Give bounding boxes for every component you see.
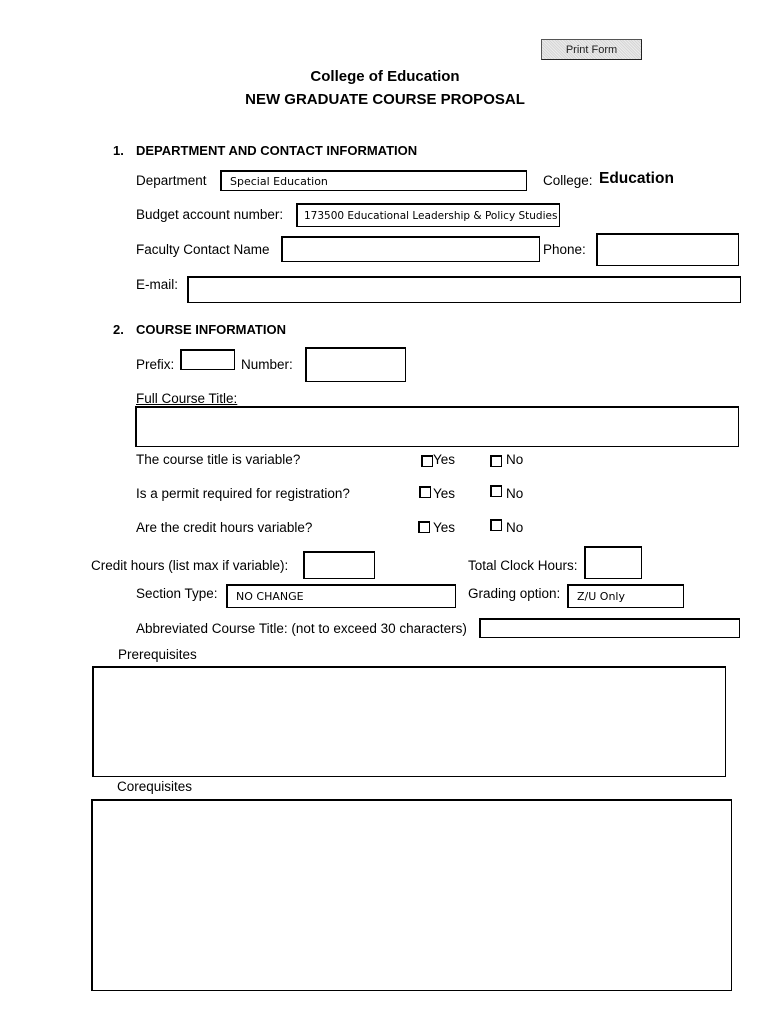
phone-label: Phone: bbox=[543, 242, 586, 257]
grading-option-label: Grading option: bbox=[468, 586, 561, 601]
title-variable-question: The course title is variable? bbox=[136, 452, 301, 467]
full-course-title-label: Full Course Title: bbox=[136, 391, 238, 406]
email-label: E-mail: bbox=[136, 277, 179, 292]
abbreviated-title-field[interactable] bbox=[479, 618, 740, 638]
section-1-heading: DEPARTMENT AND CONTACT INFORMATION bbox=[136, 143, 418, 158]
college-value: Education bbox=[599, 170, 674, 187]
abbreviated-title-label: Abbreviated Course Title: (not to exceed 30 characters) bbox=[136, 621, 467, 636]
print-form-button[interactable]: Print Form bbox=[541, 39, 642, 60]
section-type-field[interactable]: NO CHANGE bbox=[226, 584, 456, 608]
credit-variable-yes-label: Yes bbox=[433, 520, 456, 535]
college-label: College: bbox=[543, 173, 593, 188]
permit-required-no-checkbox[interactable] bbox=[490, 485, 502, 497]
phone-field[interactable] bbox=[596, 233, 739, 266]
credit-hours-label: Credit hours (list max if variable): bbox=[91, 558, 289, 573]
title-variable-yes-checkbox[interactable] bbox=[421, 455, 433, 467]
budget-account-field[interactable]: 173500 Educational Leadership & Policy Studies bbox=[296, 203, 560, 227]
prerequisites-field[interactable] bbox=[92, 666, 726, 777]
department-label: Department bbox=[136, 173, 207, 188]
grading-option-field[interactable]: Z/U Only bbox=[567, 584, 684, 608]
email-field[interactable] bbox=[187, 276, 741, 303]
permit-required-question: Is a permit required for registration? bbox=[136, 486, 350, 501]
title-variable-no-label: No bbox=[506, 452, 524, 467]
permit-required-yes-label: Yes bbox=[433, 486, 456, 501]
permit-required-yes-checkbox[interactable] bbox=[419, 486, 431, 498]
corequisites-field[interactable] bbox=[91, 799, 732, 991]
credit-variable-question: Are the credit hours variable? bbox=[136, 520, 313, 535]
section-2-number: 2. bbox=[113, 322, 124, 337]
section-type-label: Section Type: bbox=[136, 586, 218, 601]
title-variable-no-checkbox[interactable] bbox=[490, 455, 502, 467]
full-course-title-field[interactable] bbox=[135, 406, 739, 447]
permit-required-no-label: No bbox=[506, 486, 524, 501]
prefix-label: Prefix: bbox=[136, 357, 175, 372]
prerequisites-label: Prerequisites bbox=[118, 647, 197, 662]
credit-variable-no-checkbox[interactable] bbox=[490, 519, 502, 531]
department-field[interactable]: Special Education bbox=[220, 170, 527, 191]
form-title: NEW GRADUATE COURSE PROPOSAL bbox=[245, 91, 525, 108]
section-1-number: 1. bbox=[113, 143, 124, 158]
section-2-heading: COURSE INFORMATION bbox=[136, 322, 286, 337]
clock-hours-field[interactable] bbox=[584, 546, 642, 579]
faculty-contact-field[interactable] bbox=[281, 236, 540, 262]
credit-hours-field[interactable] bbox=[303, 551, 375, 579]
credit-variable-no-label: No bbox=[506, 520, 524, 535]
prefix-field[interactable] bbox=[180, 349, 235, 370]
title-variable-yes-label: Yes bbox=[433, 452, 456, 467]
corequisites-label: Corequisites bbox=[117, 779, 193, 794]
number-label: Number: bbox=[241, 357, 293, 372]
budget-account-label: Budget account number: bbox=[136, 207, 284, 222]
college-title: College of Education bbox=[310, 68, 460, 85]
credit-variable-yes-checkbox[interactable] bbox=[418, 521, 430, 533]
clock-hours-label: Total Clock Hours: bbox=[468, 558, 578, 573]
faculty-contact-label: Faculty Contact Name bbox=[136, 242, 270, 257]
number-field[interactable] bbox=[305, 347, 406, 382]
